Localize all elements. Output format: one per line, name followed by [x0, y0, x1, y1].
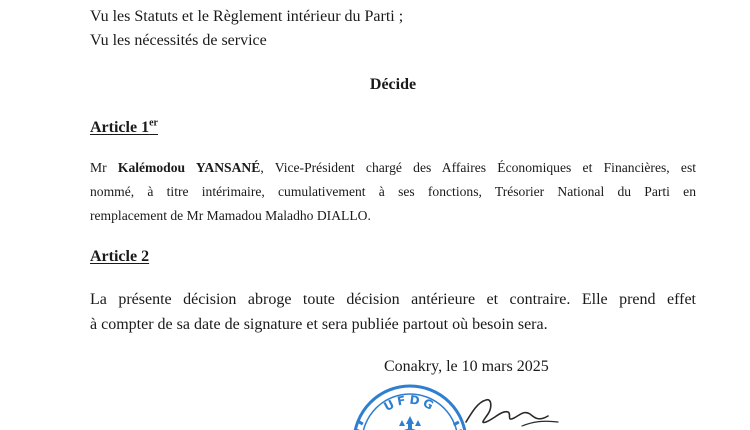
appointee-name: Kalémodou YANSANÉ — [117, 160, 261, 175]
article-2-heading: Article 2 — [90, 248, 150, 265]
article-2-line-1: La présente décision abroge toute décision antérieure et contraire. Elle prend effet — [90, 291, 696, 308]
stamp-emblem-icon — [398, 416, 422, 430]
article-1-line-1 — [90, 156, 696, 180]
article-1-prefix: Mr — [90, 160, 118, 175]
article-2-line-2: à compter de sa date de signature et sera publiée partout où besoin sera. — [90, 316, 548, 333]
preamble-statutes: Vu les Statuts et le Règlement intérieur du Parti ; — [90, 8, 404, 25]
preamble-service-needs: Vu les nécessités de service — [90, 32, 267, 49]
place-and-date: Conakry, le 10 mars 2025 — [384, 358, 549, 375]
article-1-line-1-rest: , Vice-Président chargé des Affaires Économiques et Financières, est — [260, 160, 697, 175]
article-1-line-2: nommé, à titre intérimaire, cumulativement à ses fonctions, Trésorier National du Parti en — [90, 184, 696, 199]
article-1-line-3: remplacement de Mr Mamadou Maladho DIALLO. — [90, 208, 371, 223]
party-stamp-icon — [350, 380, 470, 430]
decision-title: Décide — [369, 76, 417, 93]
stamp-acronym: UFDG — [381, 392, 439, 415]
article-1-heading-text: Article 1 — [90, 119, 150, 136]
article-1-heading-superscript: er — [149, 117, 158, 129]
article-1-heading — [90, 119, 158, 137]
signature-icon — [462, 392, 572, 430]
